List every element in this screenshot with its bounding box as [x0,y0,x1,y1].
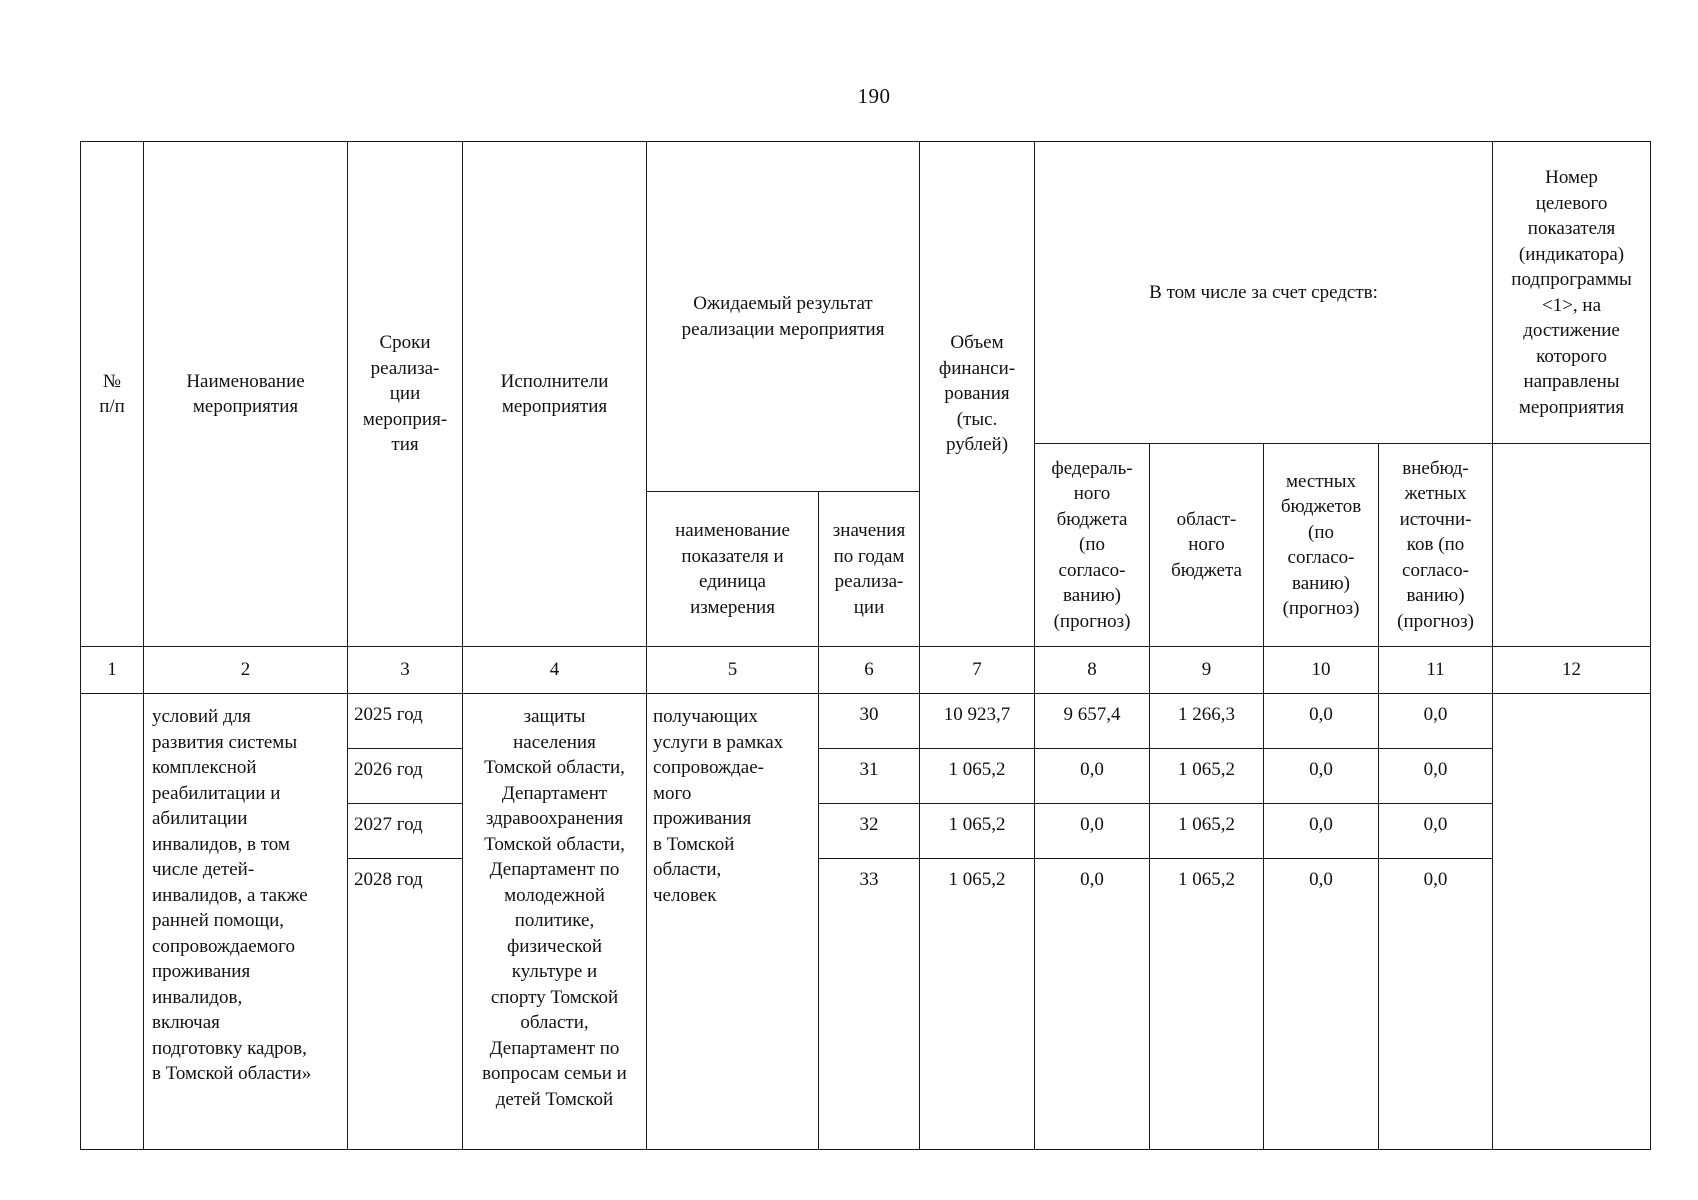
funding-cell: 1 065,2 [920,749,1035,804]
header-executors: Исполнители мероприятия [463,142,647,647]
year-cell: 2027 год [348,804,463,859]
header-num: № п/п [81,142,144,647]
funding-cell: 1 065,2 [920,859,1035,1150]
indicator-value-cell: 32 [819,804,920,859]
header-row-1 [81,142,1651,444]
federal-cell: 0,0 [1035,749,1150,804]
column-number: 3 [348,647,463,694]
header-target-number: Номер целевого показателя (индикатора) подпрограммы <1>, на достижение которого направлены мероприятия [1493,142,1651,444]
regional-cell: 1 065,2 [1150,749,1264,804]
header-expected-result: Ожидаемый результат реализации мероприятия [647,142,920,492]
column-number: 5 [647,647,819,694]
year-cell: 2026 год [348,749,463,804]
column-number: 7 [920,647,1035,694]
extrabudget-cell: 0,0 [1379,859,1493,1150]
column-number: 10 [1264,647,1379,694]
row-number-cell [81,694,144,1150]
column-number: 8 [1035,647,1150,694]
target-number-cell [1493,694,1651,1150]
federal-cell: 9 657,4 [1035,694,1150,749]
header-indicator-name: наименование показателя и единица измерения [647,492,819,647]
funding-cell: 1 065,2 [920,804,1035,859]
header-regional: област- ного бюджета [1150,444,1264,647]
local-cell: 0,0 [1264,804,1379,859]
local-cell: 0,0 [1264,749,1379,804]
federal-cell: 0,0 [1035,804,1150,859]
federal-cell: 0,0 [1035,859,1150,1150]
column-number: 12 [1493,647,1651,694]
indicator-value-cell: 31 [819,749,920,804]
year-cell: 2028 год [348,859,463,1150]
extrabudget-cell: 0,0 [1379,749,1493,804]
column-number: 11 [1379,647,1493,694]
regional-cell: 1 065,2 [1150,804,1264,859]
extrabudget-cell: 0,0 [1379,694,1493,749]
indicator-name-cell: получающих услуги в рамках сопровождае- мого проживания в Томской области, человек [647,694,819,1150]
funding-cell: 10 923,7 [920,694,1035,749]
header-local: местных бюджетов (по согласо- ванию) (прогноз) [1264,444,1379,647]
regional-cell: 1 065,2 [1150,859,1264,1150]
header-values-by-year: значения по годам реализа- ции [819,492,920,647]
header-funding: Объем финанси- рования (тыс. рублей) [920,142,1035,647]
indicator-value-cell: 33 [819,859,920,1150]
header-target-number-blank [1493,444,1651,647]
local-cell: 0,0 [1264,859,1379,1150]
column-number: 1 [81,647,144,694]
column-numbers-row [81,647,1651,694]
header-extrabudget: внебюд- жетных источни- ков (по согласо- ванию) (прогноз) [1379,444,1493,647]
header-activity-name: Наименование мероприятия [144,142,348,647]
local-cell: 0,0 [1264,694,1379,749]
year-cell: 2025 год [348,694,463,749]
header-federal: федераль- ного бюджета (по согласо- ванию) (прогноз) [1035,444,1150,647]
column-number: 4 [463,647,647,694]
page-number: 190 [857,84,891,108]
column-number: 9 [1150,647,1264,694]
header-terms: Сроки реализа- ции мероприя- тия [348,142,463,647]
column-number: 6 [819,647,920,694]
indicator-value-cell: 30 [819,694,920,749]
executors-cell: защиты населения Томской области, Департамент здравоохранения Томской области, Департамент по молодежной политике, физической культуре и спорту Томской области, Департамент по вопросам семьи и детей Томской [463,694,647,1150]
program-activities-table [80,141,1651,1150]
extrabudget-cell: 0,0 [1379,804,1493,859]
column-number: 2 [144,647,348,694]
header-including: В том числе за счет средств: [1035,142,1493,444]
activity-name-cell: условий для развития системы комплексной реабилитации и абилитации инвалидов, в том числе детей- инвалидов, а также ранней помощи, сопровождаемого проживания инвалидов, включая подготовку кадров, в Томской области» [144,694,348,1150]
regional-cell: 1 266,3 [1150,694,1264,749]
data-row-2025 [81,694,1651,749]
